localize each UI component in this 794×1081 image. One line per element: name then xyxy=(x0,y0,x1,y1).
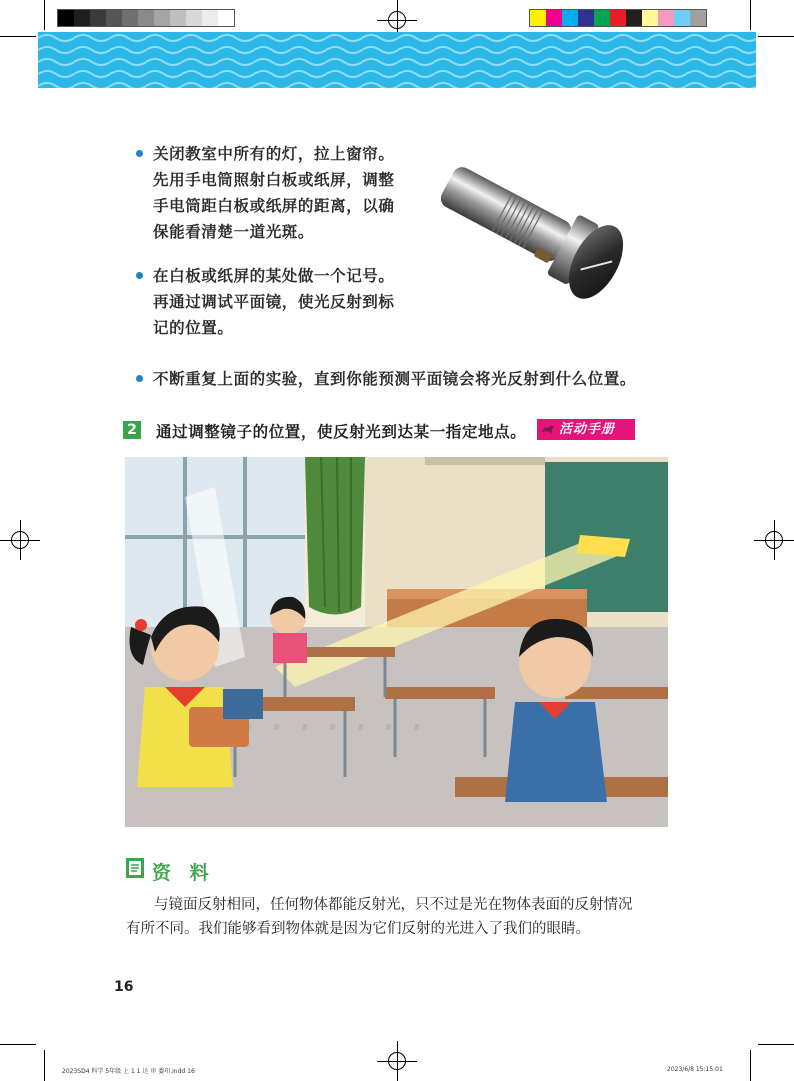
crop-mark xyxy=(44,1050,45,1081)
text-line: 在白板或纸屏的某处做一个记号。 xyxy=(153,267,395,285)
crop-mark xyxy=(0,36,36,37)
text-line: 关闭教室中所有的灯，拉上窗帘。 xyxy=(153,145,395,163)
info-paragraph xyxy=(126,893,646,941)
text-line: 先用手电筒照射白板或纸屏，调整 xyxy=(153,171,395,189)
page-number: 16 xyxy=(114,979,134,995)
print-slug-filename: 2023SD4 科学 5年级 上 1 1 达 审 委印.indd 16 xyxy=(62,1068,195,1075)
crop-mark xyxy=(750,0,751,30)
text-line: 再通过调试平面镜，使光反射到标 xyxy=(153,293,395,311)
flashlight-illustration xyxy=(428,152,636,304)
text-line: 记的位置。 xyxy=(153,319,234,337)
instruction-bullet-3 xyxy=(153,366,636,392)
instruction-bullet-2 xyxy=(153,263,395,341)
color-calibration-bar xyxy=(529,9,707,27)
crop-mark xyxy=(758,1044,794,1045)
crop-mark xyxy=(44,0,45,30)
bullet-dot xyxy=(136,272,143,279)
registration-mark-left xyxy=(0,520,40,560)
registration-mark-bottom xyxy=(377,1041,417,1081)
workbook-tag-label: 活动手册 xyxy=(559,422,616,437)
step-instruction: 通过调整镜子的位置，使反射光到达某一指定地点。 xyxy=(156,423,527,441)
bird-icon xyxy=(541,424,555,434)
info-section-title: 资 料 xyxy=(152,862,215,884)
instruction-bullet-1 xyxy=(153,141,395,245)
book-icon xyxy=(125,857,145,879)
activity-workbook-tag xyxy=(537,419,635,440)
crop-mark xyxy=(0,1044,36,1045)
svg-text:· · · · · · · · ·: · · · · · · · · · xyxy=(185,702,423,753)
registration-mark-right xyxy=(754,520,794,560)
text-line: 与镜面反射相同，任何物体都能反射光，只不过是光在物体表面的反射情况 xyxy=(154,897,633,913)
text-line: 不断重复上面的实验，直到你能预测平面镜会将光反射到什么位置。 xyxy=(153,370,637,388)
crop-mark xyxy=(750,1050,751,1081)
step-number-badge: 2 xyxy=(123,421,141,439)
text-line: 手电筒距白板或纸屏的距离，以确 xyxy=(153,197,395,215)
crop-mark xyxy=(758,36,794,37)
text-line: 有所不同。我们能够看到物体就是因为它们反射的光进入了我们的眼睛。 xyxy=(126,921,590,937)
grayscale-calibration-bar xyxy=(57,9,235,27)
bullet-dot xyxy=(136,150,143,157)
print-slug-timestamp: 2023/6/8 15:15:01 xyxy=(667,1066,723,1073)
bullet-dot xyxy=(136,375,143,382)
header-wave-band xyxy=(38,32,756,88)
text-line: 保能看清楚一道光斑。 xyxy=(153,223,315,241)
classroom-reflection-illustration xyxy=(125,457,668,827)
